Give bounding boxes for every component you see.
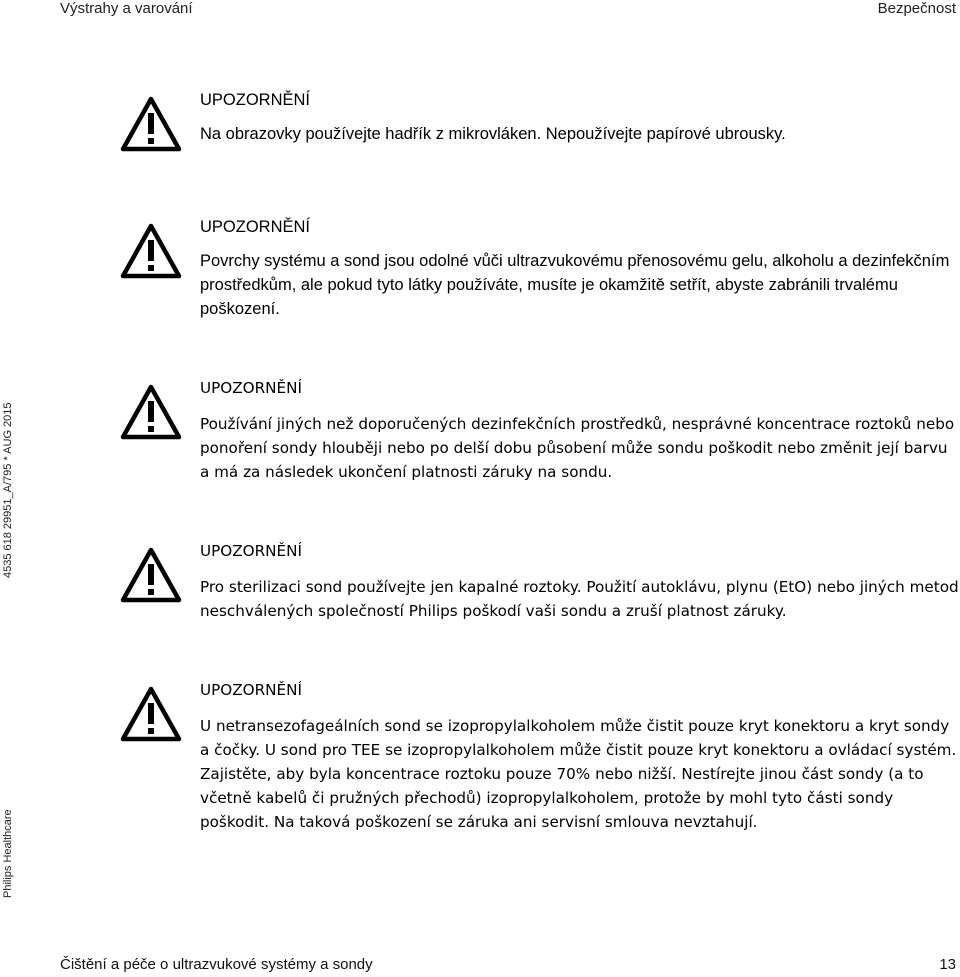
- warning-triangle-icon: [120, 686, 182, 742]
- page-number: 13: [939, 956, 956, 973]
- warning-title: UPOZORNĚNÍ: [200, 681, 302, 699]
- header-chapter-title: Bezpečnost: [877, 0, 956, 17]
- brand-label: Philips Healthcare: [2, 809, 14, 898]
- warning-text: U netransezofageálních sond se izopropylalkoholem může čistit pouze kryt konektoru a kryt sondy a čočky. U sond pro TEE se izopropylalkoholem může čistit pouze kryt konektoru a ovládací systém. Zajistěte, aby byla koncentrace roztoku pouze 70% nebo nižší. Nestírejte jinou část sondy (a to včetně kabelů či pružných přechodů) izopropylalkoholem, protože by mohl tyto části sondy poškodit. Na taková poškození se záruka ani servisní smlouva nevztahují.: [200, 717, 957, 831]
- warning-title: UPOZORNĚNÍ: [200, 379, 302, 397]
- warning-triangle-icon: [120, 547, 182, 603]
- warning-text: Pro sterilizaci sond používejte jen kapalné roztoky. Použití autoklávu, plynu (EtO) nebo jiných metod neschválených společností Philips poškodí vaši sondu a zruší platnost záruky.: [200, 578, 959, 620]
- warning-text: Používání jiných než doporučených dezinfekčních prostředků, nesprávné koncentrace roztoků nebo ponoření sondy hlouběji nebo po delší dobu působení může sondu poškodit nebo změnit její barvu a má za následek ukončení platnosti záruky na sondu.: [200, 415, 955, 481]
- warning-text: Povrchy systému a sond jsou odolné vůči ultrazvukovému přenosovému gelu, alkoholu a dezinfekčním prostředkům, ale pokud tyto látky používáte, musíte je okamžitě setřít, abyste zabránili trvalému poškození.: [200, 252, 950, 318]
- warning-title: UPOZORNĚNÍ: [200, 218, 311, 236]
- footer-chapter-title: Čištění a péče o ultrazvukové systémy a sondy: [60, 956, 373, 973]
- header-section-title: Výstrahy a varování: [60, 0, 193, 17]
- warning-text: Na obrazovky používejte hadřík z mikrovláken. Nepoužívejte papírové ubrousky.: [200, 125, 786, 143]
- warning-triangle-icon: [120, 384, 182, 440]
- warning-triangle-icon: [120, 96, 182, 152]
- document-code: 4535 618 29951_A/795 * AUG 2015: [2, 402, 14, 578]
- warning-title: UPOZORNĚNÍ: [200, 91, 311, 109]
- warning-title: UPOZORNĚNÍ: [200, 542, 302, 560]
- warning-triangle-icon: [120, 223, 182, 279]
